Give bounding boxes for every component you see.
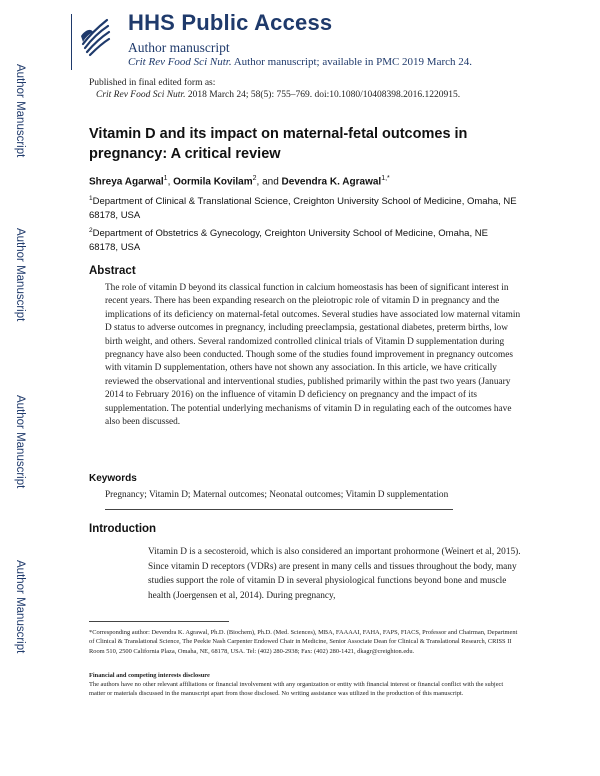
author-name: Oormila Kovilam: [173, 176, 253, 188]
corresponding-author-footnote: *Corresponding author: Devendra K. Agrawal, Ph.D. (Biochem), Ph.D. (Med. Sciences), MBA, FAAAAI, FAHA, FAPS, FIACS, Professor and Chairman, Department of Clinical & Translational Science, The Peekie Nash Carpenter Endowed Chair in Medicine, Senior Associate Dean for Clinical & Translational Research, CRISS II Room 510, 2500 California Plaza, Omaha, NE, 68178, USA. Tel: (402) 280-2938; Fax: (402) 280-1421, dkagr@creighton.edu.: [89, 629, 518, 655]
author-affil-marker: 1,*: [381, 175, 390, 182]
abstract-text: The role of vitamin D beyond its classical function in calcium homeostasis has been of significant interest in recent years. There has been expanding research on the pleiotropic role of vitamin D in pregnancy and the implications of its deficiency on maternal-fetal outcomes. Several studies have associated low maternal vitamin D status to adverse outcomes in pregnancy, including preeclampsia, gestational diabetes, preterm births, low birth weight, and others. Several randomized controlled clinical trials of Vitamin D supplementation during pregnancy have also been conducted. Though some of the studies found improvement in pregnancy outcomes with vitamin D supplementation, others have not shown any association. In this article, we have critically reviewed the observational and interventional studies, published primarily within the past two years (January 2014 to February 2016) on the influence of vitamin D deficiency on pregnancy and the impact of its supplementation. The potential underlying mechanisms of vitamin D in regulating each of the outcomes have also been discussed.: [105, 283, 521, 428]
footnote-divider: [89, 621, 229, 622]
keywords-divider: [105, 509, 453, 510]
affiliation-marker: 2: [89, 227, 93, 234]
introduction-heading: Introduction: [89, 523, 157, 535]
financial-disclosure-heading: Financial and competing interests disclosure: [89, 672, 210, 679]
affiliation: [89, 224, 519, 254]
author-affil-marker: 1: [163, 175, 168, 182]
affiliation: [89, 192, 519, 222]
hhs-eagle-icon: [77, 14, 111, 58]
keywords-text: Pregnancy; Vitamin D; Maternal outcomes; Neonatal outcomes; Vitamin D supplementation: [105, 490, 449, 500]
citation-line: [96, 90, 460, 100]
author-separator: ,: [167, 176, 174, 188]
author-list: [89, 175, 390, 187]
citation-details: 2018 March 24; 58(5): 755–769. doi:10.1080/10408398.2016.1220915.: [185, 90, 461, 100]
author-name: Devendra K. Agrawal: [281, 176, 382, 188]
keywords-heading: Keywords: [89, 473, 137, 484]
header-divider: [71, 14, 72, 70]
introduction-text: Vitamin D is a secosteroid, which is also considered an important prohormone (Weinert et al, 2015). Since vitamin D receptors (VDRs) are present in many cells and tissues throughout the body, many studies support the role of vitamin D in several physiological functions beyond bone and muscle health (Joergensen et al, 2014). During pregnancy,: [148, 547, 521, 601]
side-label-author-manuscript: Author Manuscript: [14, 560, 26, 654]
article-title: Vitamin D and its impact on maternal-fetal outcomes in pregnancy: A critical review: [89, 126, 468, 162]
author-separator: , and: [256, 176, 282, 188]
header-availability: Author manuscript; available in PMC 2019 March 24.: [231, 56, 473, 68]
author-name: Shreya Agarwal: [89, 176, 164, 188]
published-label: Published in final edited form as:: [89, 78, 216, 88]
abstract-heading: Abstract: [89, 265, 136, 277]
header-source-line: [128, 56, 472, 68]
affiliation-text: Department of Obstetrics & Gynecology, Creighton University School of Medicine, Omaha, NE 68178, USA: [89, 228, 488, 253]
financial-disclosure-text: The authors have no other relevant affiliations or financial involvement with any organization or entity with financial interest or financial conflict with the subject matter or materials discussed in the manuscript apart from those disclosed. No writing assistance was utilized in the production of this manuscript.: [89, 681, 504, 698]
hhs-public-access-title: HHS Public Access: [128, 10, 333, 35]
citation-journal: Crit Rev Food Sci Nutr.: [96, 90, 186, 100]
author-affil-marker: 2: [252, 175, 257, 182]
side-label-author-manuscript: Author Manuscript: [14, 64, 26, 158]
affiliation-marker: 1: [89, 195, 93, 202]
affiliation-text: Department of Clinical & Translational Science, Creighton University School of Medicine, Omaha, NE 68178, USA: [89, 196, 517, 221]
side-label-author-manuscript: Author Manuscript: [14, 395, 26, 489]
author-manuscript-subtitle: Author manuscript: [128, 40, 230, 55]
header-journal: Crit Rev Food Sci Nutr.: [128, 56, 232, 68]
side-label-author-manuscript: Author Manuscript: [14, 228, 26, 322]
